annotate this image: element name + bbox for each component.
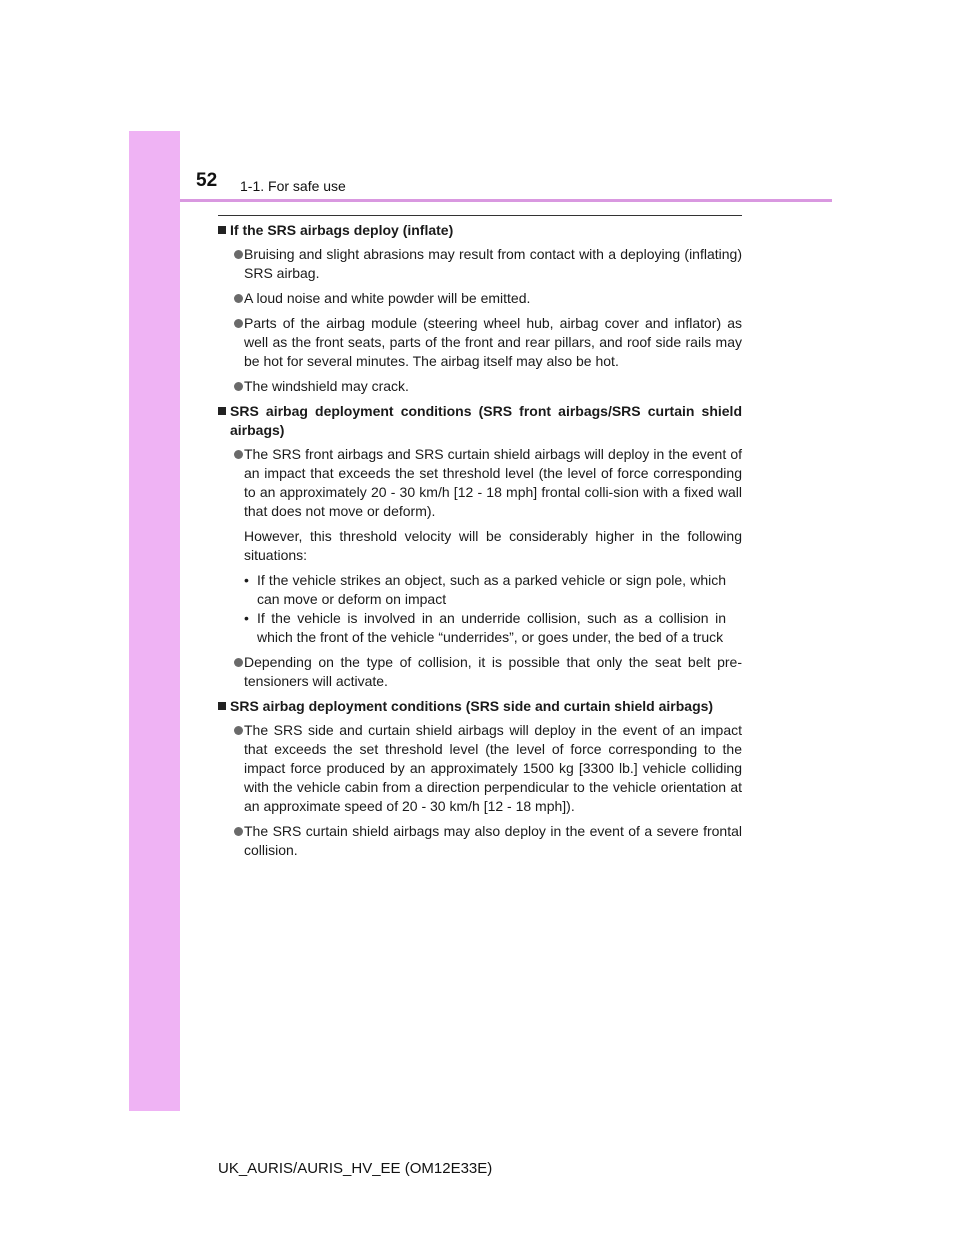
- round-bullet-icon: [234, 250, 243, 259]
- page-content: [218, 221, 742, 866]
- round-bullet-icon: [234, 450, 243, 459]
- square-bullet-icon: [218, 702, 226, 710]
- list-item: A loud noise and white powder will be emitted.: [218, 289, 742, 308]
- list-item: The SRS front airbags and SRS curtain shield airbags will deploy in the event of an impact that exceeds the set threshold level (the level of force corresponding to an approximately 20 - 30 km/h [12 - 18 mph] frontal colli-sion with a fixed wall that does not move or deform).: [218, 445, 742, 521]
- round-bullet-icon: [234, 827, 243, 836]
- round-bullet-icon: [234, 319, 243, 328]
- document-code: UK_AURIS/AURIS_HV_EE (OM12E33E): [218, 1160, 493, 1177]
- list-item: The SRS curtain shield airbags may also deploy in the event of a severe frontal collision.: [218, 822, 742, 860]
- heading-airbags-deploy: If the SRS airbags deploy (inflate): [218, 221, 742, 240]
- list-item: The SRS side and curtain shield airbags will deploy in the event of an impact that exceeds the set threshold level (the level of force corresponding to the impact force produced by an approximately 1500 kg [3300 lb.] vehicle colliding with the vehicle cabin from a direction perpendicular to the vehicle orientation at an approximate speed of 20 - 30 km/h [12 - 18 mph]).: [218, 721, 742, 816]
- situation-list: [218, 571, 742, 647]
- sub-list-item: • If the vehicle strikes an object, such as a parked vehicle or sign pole, which can move or deform on impact: [244, 572, 726, 607]
- sub-bullet-marker: •: [244, 610, 249, 626]
- threshold-note: However, this threshold velocity will be considerably higher in the following situations:: [244, 528, 742, 563]
- round-bullet-icon: [234, 726, 243, 735]
- round-bullet-icon: [234, 294, 243, 303]
- content-top-rule: [218, 215, 742, 216]
- page-number: 52: [196, 170, 218, 191]
- heading-side-curtain-conditions: SRS airbag deployment conditions (SRS side and curtain shield airbags): [218, 697, 742, 716]
- round-bullet-icon: [234, 382, 243, 391]
- list-item: Parts of the airbag module (steering wheel hub, airbag cover and inflator) as well as the front seats, parts of the front and rear pillars, and roof side rails may be hot for several minutes. The airbag itself may also be hot.: [218, 314, 742, 371]
- header-rule: [180, 199, 832, 202]
- square-bullet-icon: [218, 226, 226, 234]
- round-bullet-icon: [234, 658, 243, 667]
- sub-list-item: • If the vehicle is involved in an underride collision, such as a collision in which the front of the vehicle “underrides”, or goes under, the bed of a truck: [244, 610, 726, 645]
- side-tab-bar: [129, 131, 180, 1111]
- list-item: Depending on the type of collision, it is possible that only the seat belt pre-tensioners will activate.: [218, 653, 742, 691]
- section-title: 1-1. For safe use: [240, 178, 346, 194]
- list-item: Bruising and slight abrasions may result from contact with a deploying (inflating) SRS airbag.: [218, 245, 742, 283]
- sub-bullet-marker: •: [244, 572, 249, 588]
- square-bullet-icon: [218, 407, 226, 415]
- heading-front-curtain-conditions: SRS airbag deployment conditions (SRS front airbags/SRS curtain shield airbags): [218, 402, 742, 440]
- list-item: The windshield may crack.: [218, 377, 742, 396]
